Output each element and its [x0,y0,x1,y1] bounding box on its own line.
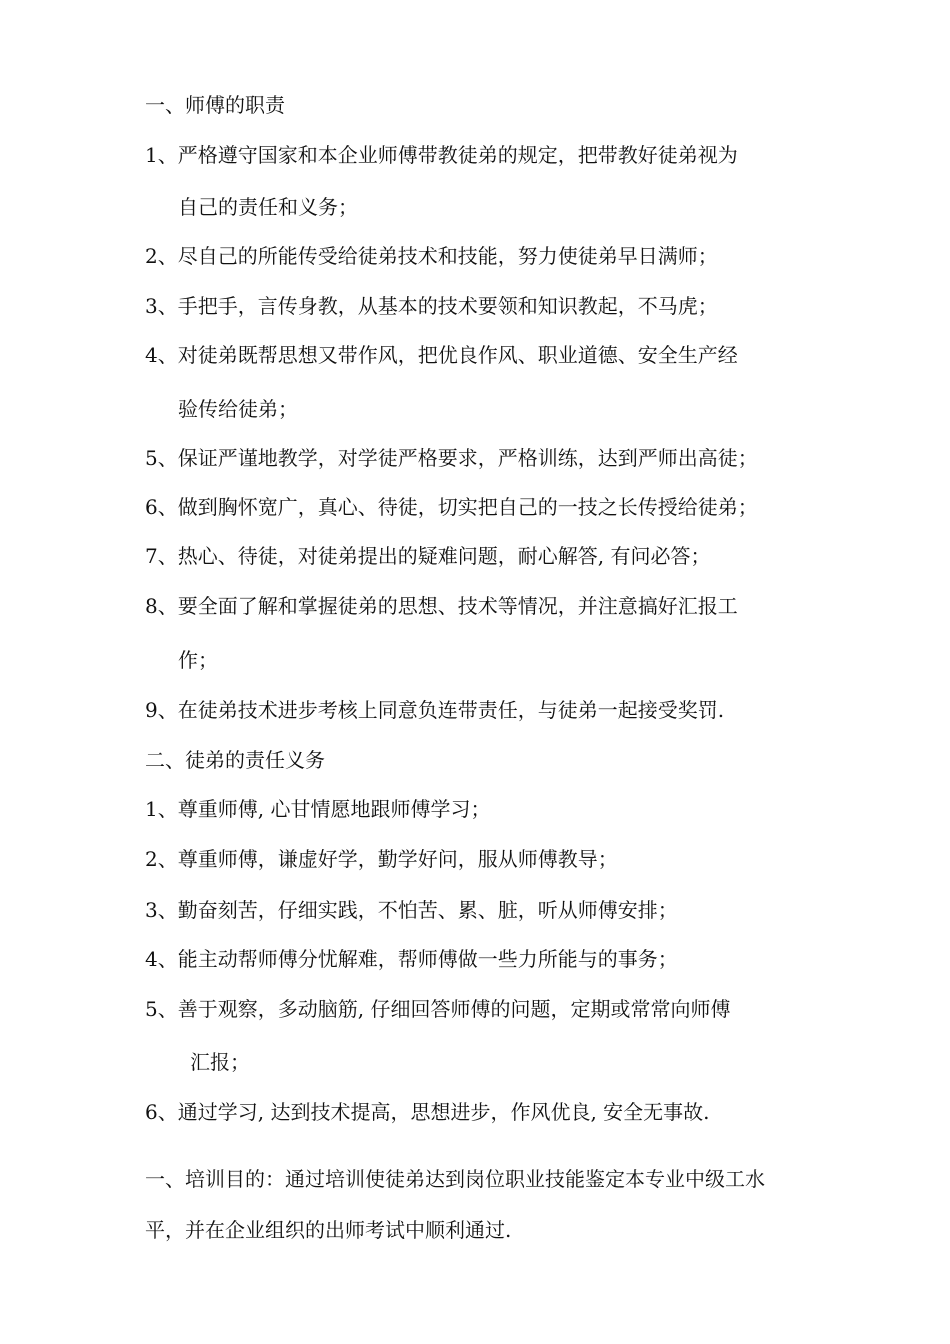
section1-item-3: 3、手把手，言传身教，从基本的技术要领和知识教起，不马虎； [145,294,718,318]
section1-item-4: 4、对徒弟既帮思想又带作风，把优良作风、职业道德、安全生产经 [145,343,738,367]
section3-line-2: 平，并在企业组织的出师考试中顺利通过. [145,1218,512,1242]
section1-item-2: 2、尽自己的所能传受给徒弟技术和技能，努力使徒弟早日满师； [145,244,718,268]
section2-item-5-cont: 汇报； [190,1050,250,1074]
section1-item-1: 1、严格遵守国家和本企业师傅带教徒弟的规定，把带教好徒弟视为 [145,143,738,167]
section2-item-4: 4、能主动帮师傅分忧解难，帮师傅做一些力所能与的事务； [145,947,678,971]
section1-heading: 一、师傅的职责 [145,93,285,117]
section3-line-1: 一、培训目的：通过培训使徒弟达到岗位职业技能鉴定本专业中级工水 [145,1167,765,1191]
section2-item-1: 1、尊重师傅, 心甘情愿地跟师傅学习； [145,797,491,821]
section1-item-5: 5、保证严谨地教学，对学徒严格要求，严格训练，达到严师出高徒； [145,446,758,470]
section2-item-5: 5、善于观察，多动脑筋, 仔细回答师傅的问题，定期或常常向师傅 [145,997,731,1021]
section2-item-6: 6、通过学习, 达到技术提高，思想进步，作风优良, 安全无事故. [145,1100,710,1124]
section1-item-7: 7、热心、待徒，对徒弟提出的疑难问题，耐心解答, 有问必答； [145,544,711,568]
section1-item-6: 6、做到胸怀宽广，真心、待徒，切实把自己的一技之长传授给徒弟； [145,495,758,519]
section2-item-2: 2、尊重师傅，谦虚好学，勤学好问，服从师傅教导； [145,847,618,871]
section1-item-8: 8、要全面了解和掌握徒弟的思想、技术等情况，并注意搞好汇报工 [145,594,738,618]
section1-item-9: 9、在徒弟技术进步考核上同意负连带责任，与徒弟一起接受奖罚. [145,698,725,722]
section1-item-1-cont: 自己的责任和义务； [178,195,358,219]
section2-item-3: 3、勤奋刻苦，仔细实践，不怕苦、累、脏，听从师傅安排； [145,898,678,922]
section1-item-4-cont: 验传给徒弟； [178,397,298,421]
section1-item-8-cont: 作； [178,648,218,672]
section2-heading: 二、徒弟的责任义务 [145,748,325,772]
